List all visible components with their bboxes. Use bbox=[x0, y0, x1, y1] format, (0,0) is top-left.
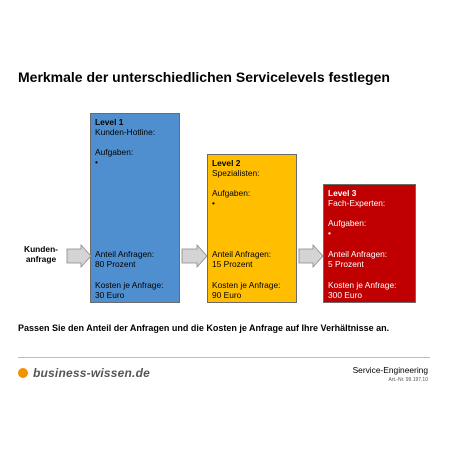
footer-divider bbox=[18, 357, 430, 358]
customer-request-label-line1: Kunden- bbox=[24, 244, 58, 254]
arrow-input-icon bbox=[66, 244, 92, 268]
level-2-name: Level 2 bbox=[212, 158, 241, 168]
level-1-role: Kunden-Hotline: bbox=[95, 127, 156, 137]
level-3-box bbox=[323, 184, 416, 303]
level-1-tasks-label: Aufgaben: bbox=[95, 147, 134, 157]
level-2-share-label: Anteil Anfragen: bbox=[212, 249, 272, 259]
level-2-tasks-label: Aufgaben: bbox=[212, 188, 251, 198]
arrow-level1-to-level2-icon bbox=[181, 244, 208, 268]
article-number: Art.-Nr. 99.197.10 bbox=[388, 377, 428, 383]
logo-text: business-wissen.de bbox=[33, 366, 150, 380]
level-3-role: Fach-Experten: bbox=[328, 198, 386, 208]
level-3-share-label: Anteil Anfragen: bbox=[328, 249, 388, 259]
slide bbox=[0, 55, 450, 395]
level-2-tasks-bullet: • bbox=[212, 198, 215, 208]
logo bbox=[18, 366, 150, 380]
level-1-box bbox=[90, 113, 180, 303]
level-3-tasks-bullet: • bbox=[328, 228, 331, 238]
page-title: Merkmale der unterschiedlichen Servicelevels festlegen bbox=[18, 69, 390, 85]
customer-request-label bbox=[20, 244, 62, 264]
level-3-name: Level 3 bbox=[328, 188, 357, 198]
instruction-note: Passen Sie den Anteil der Anfragen und die Kosten je Anfrage auf Ihre Verhältnisse an. bbox=[18, 323, 390, 333]
arrow-level2-to-level3-icon bbox=[298, 244, 324, 268]
level-1-name: Level 1 bbox=[95, 117, 124, 127]
level-1-share-label: Anteil Anfragen: bbox=[95, 249, 155, 259]
level-1-share-value: 80 Prozent bbox=[95, 259, 136, 269]
level-2-cost-label: Kosten je Anfrage: bbox=[212, 280, 281, 290]
level-3-share-value: 5 Prozent bbox=[328, 259, 364, 269]
level-1-tasks-bullet: • bbox=[95, 157, 98, 167]
level-3-tasks-label: Aufgaben: bbox=[328, 218, 367, 228]
customer-request-label-line2: anfrage bbox=[25, 254, 57, 264]
level-3-cost-label: Kosten je Anfrage: bbox=[328, 280, 397, 290]
level-2-role: Spezialisten: bbox=[212, 168, 260, 178]
logo-dot-icon bbox=[18, 368, 28, 378]
level-1-cost-value: 30 Euro bbox=[95, 290, 125, 300]
level-2-cost-value: 90 Euro bbox=[212, 290, 242, 300]
level-2-box bbox=[207, 154, 297, 303]
brand-label: Service-Engineering bbox=[352, 365, 428, 375]
level-3-cost-value: 300 Euro bbox=[328, 290, 362, 300]
level-1-cost-label: Kosten je Anfrage: bbox=[95, 280, 164, 290]
level-2-share-value: 15 Prozent bbox=[212, 259, 253, 269]
